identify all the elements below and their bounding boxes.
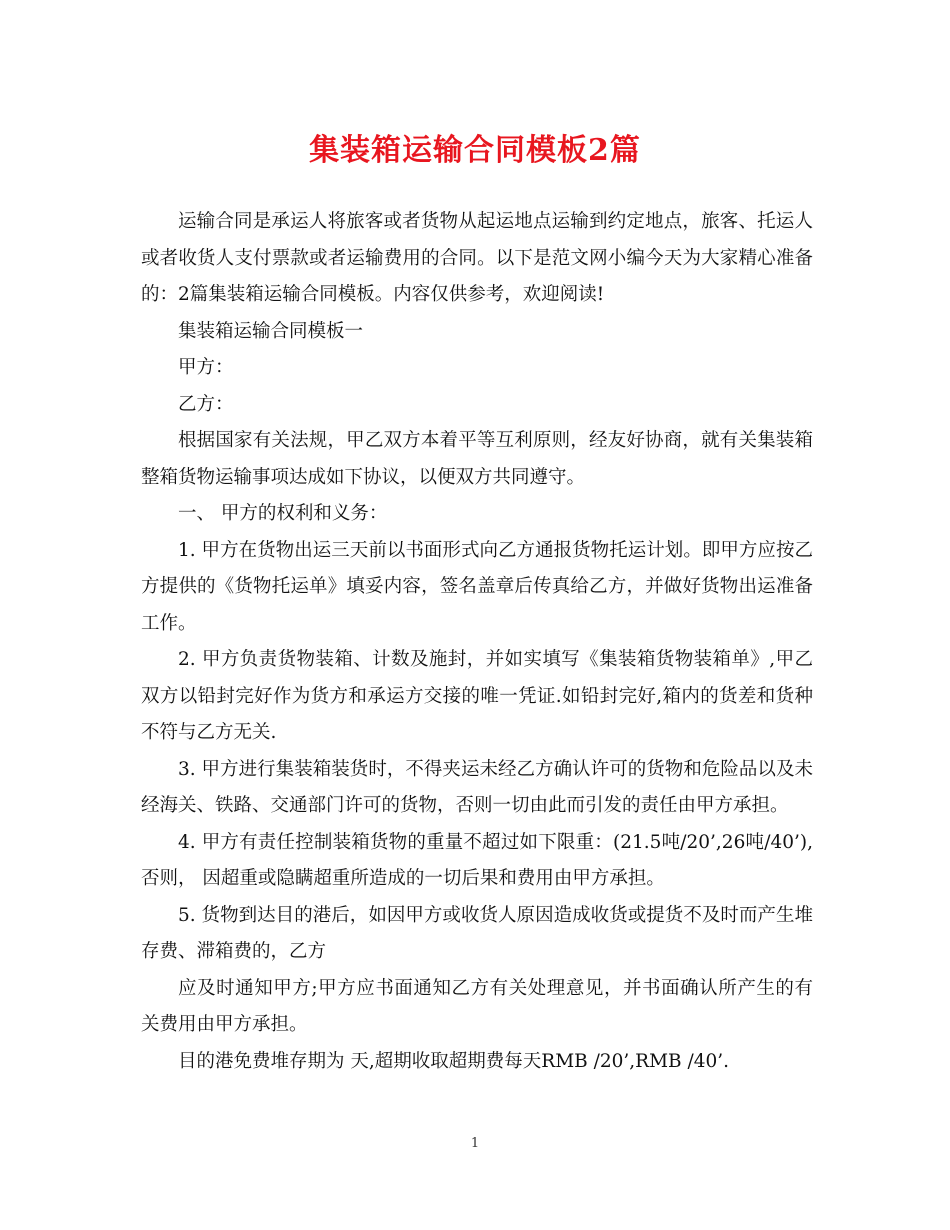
paragraph-preamble: 根据国家有关法规，甲乙双方本着平等互利原则，经友好协商，就有关集装箱整箱货物运输事项达成如下协议，以便双方共同遵守。 [141, 430, 813, 488]
paragraph-clause-1: 1. 甲方在货物出运三天前以书面形式向乙方通报货物托运计划。即甲方应按乙方提供的《货物托运单》填妥内容，签名盖章后传真给乙方，并做好货物出运准备工作。 [141, 539, 813, 634]
paragraph-clause-5: 5. 货物到达目的港后，如因甲方或收货人原因造成收货或提货不及时而产生堆存费、滞箱费的，乙方 [141, 904, 813, 962]
paragraph-clause-4: 4. 甲方有责任控制装箱货物的重量不超过如下限重：(21.5吨/20’,26吨/40’),否则， 因超重或隐瞒超重所造成的一切后果和费用由甲方承担。 [141, 831, 813, 889]
paragraph-party-a: 甲方： [178, 357, 234, 378]
paragraph-party-b: 乙方： [178, 393, 234, 415]
paragraph-clause-2: 2. 甲方负责货物装箱、计数及施封，并如实填写《集装箱货物装箱单》,甲乙双方以铅封完好作为货方和承运方交接的唯一凭证.如铅封完好,箱内的货差和货种不符与乙方无关. [141, 649, 813, 743]
paragraph-section-heading: 一、 甲方的权利和义务： [178, 503, 388, 524]
document-title: 集装箱运输合同模板2篇 [309, 133, 641, 168]
paragraph-intro: 运输合同是承运人将旅客或者货物从起运地点运输到约定地点，旅客、托运人或者收货人支付票款或者运输费用的合同。以下是范文网小编今天为大家精心准备的：2篇集装箱运输合同模板。内容仅供参考，欢迎阅读! [141, 211, 813, 305]
paragraph-clause-5-continued: 应及时通知甲方;甲方应书面通知乙方有关处理意见，并书面确认所产生的有关费用由甲方承担。 [141, 977, 813, 1035]
paragraph-clause-3: 3. 甲方进行集装箱装货时，不得夹运未经乙方确认许可的货物和危险品以及未经海关、铁路、交通部门许可的货物，否则一切由此而引发的责任由甲方承担。 [141, 758, 813, 816]
paragraph-template-heading: 集装箱运输合同模板一 [178, 320, 364, 342]
document-body [141, 204, 813, 1080]
page-number: 1 [470, 1136, 480, 1151]
paragraph-storage-period: 目的港免费堆存期为 天,超期收取超期费每天RMB /20’,RMB /40’. [178, 1050, 730, 1072]
